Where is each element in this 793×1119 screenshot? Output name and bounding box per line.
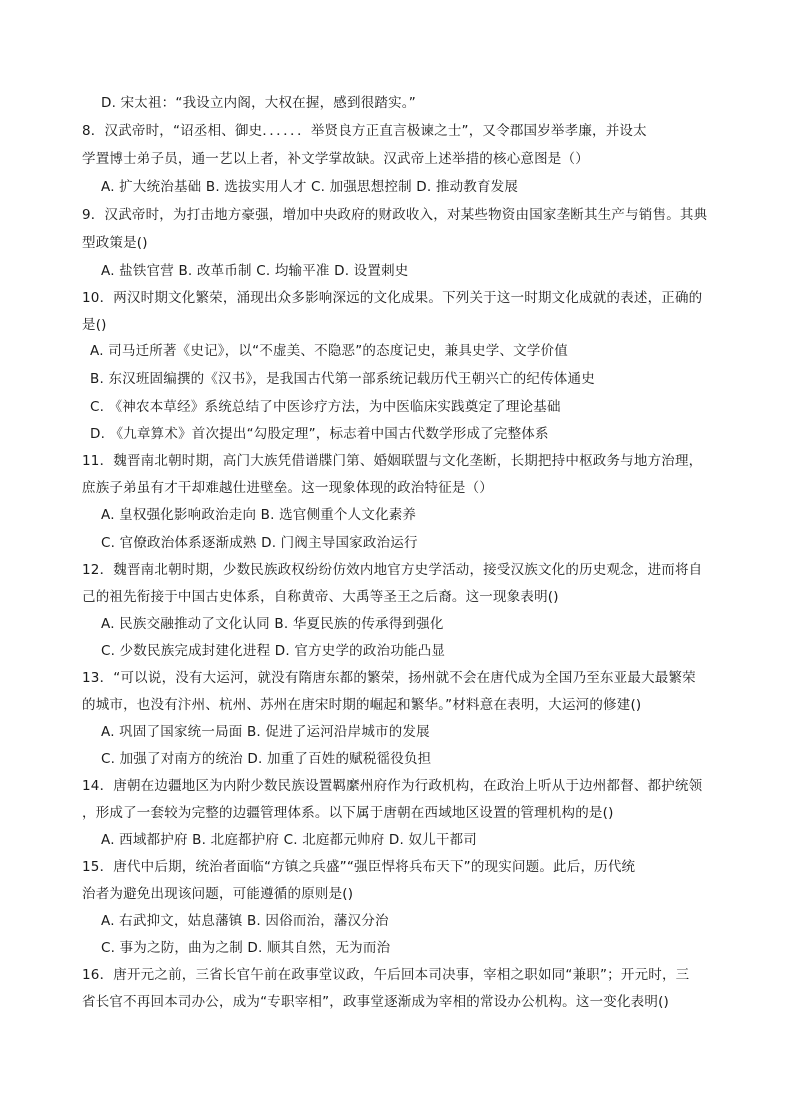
- question-12-line-1: 12．魏晋南北朝时期，少数民族政权纷纷仿效内地官方史学活动，接受汉族文化的历史观念，进而将自: [82, 562, 703, 578]
- question-14-line-2: ，形成了一套较为完整的边疆管理体系。以下属于唐朝在西域地区设置的管理机构的是(): [82, 805, 614, 821]
- question-13-line-2: 的城市，也没有汴州、杭州、苏州在唐宋时期的崛起和繁华。”材料意在表明，大运河的修建(): [82, 697, 642, 713]
- question-16-line-1: 16．唐开元之前，三省长官午前在政事堂议政，午后回本司决事，宰相之职如同“兼职”；开元时，三: [82, 967, 690, 983]
- question-15-line-1: 15．唐代中后期，统治者面临“方镇之兵盛”“强臣悍将兵布天下”的现实问题。此后，历代统: [82, 859, 636, 875]
- question-12-line-2: 己的祖先衔接于中国古史体系，自称黄帝、大禹等圣王之后裔。这一现象表明(): [82, 589, 559, 605]
- question-13-options-ab: A. 巩固了国家统一局面 B. 促进了运河沿岸城市的发展: [101, 724, 430, 740]
- question-14-options: A. 西域都护府 B. 北庭都护府 C. 北庭都元帅府 D. 奴儿干都司: [101, 832, 477, 848]
- question-15-options-ab: A. 右武抑文，姑息藩镇 B. 因俗而治，藩汉分治: [101, 913, 389, 929]
- question-10-option-c: C. 《神农本草经》系统总结了中医诊疗方法，为中医临床实践奠定了理论基础: [90, 399, 561, 415]
- question-10-option-b: B. 东汉班固编撰的《汉书》，是我国古代第一部系统记载历代王朝兴亡的纪传体通史: [90, 371, 595, 387]
- question-16-line-2: 省长官不再回本司办公，成为“专职宰相”，政事堂逐渐成为宰相的常设办公机构。这一变化表明(): [82, 994, 670, 1010]
- question-10-line-2: 是(): [82, 317, 107, 333]
- question-11-options-ab: A. 皇权强化影响政治走向 B. 选官侧重个人文化素养: [101, 507, 417, 523]
- question-11-line-2: 庶族子弟虽有才干却难越仕进壁垒。这一现象体现的政治特征是（）: [82, 480, 493, 496]
- question-13-line-1: 13．“可以说，没有大运河，就没有隋唐东都的繁荣，扬州就不会在唐代成为全国乃至东亚最大最繁荣: [82, 670, 696, 686]
- question-10-option-d: D. 《九章算术》首次提出“勾股定理”，标志着中国古代数学形成了完整体系: [90, 426, 549, 442]
- question-8-line-2: 学置博士弟子员，通一艺以上者，补文学掌故缺。汉武帝上述举措的核心意图是（）: [82, 151, 589, 167]
- question-15-line-2: 治者为避免出现该问题，可能遵循的原则是(): [82, 886, 354, 902]
- question-8-line-1: 8．汉武帝时，“诏丞相、御史．．．．．．举贤良方正直言极谏之士”，又令郡国岁举孝廉，并设太: [82, 123, 647, 139]
- question-11-line-1: 11．魏晋南北朝时期，高门大族凭借谱牒门第、婚姻联盟与文化垄断，长期把持中枢政务与地方治理，: [82, 453, 703, 469]
- question-8-options: A. 扩大统治基础 B. 选拔实用人才 C. 加强思想控制 D. 推动教育发展: [101, 179, 519, 195]
- question-9-line-2: 型政策是(): [82, 235, 148, 251]
- question-9-options: A. 盐铁官营 B. 改革币制 C. 均输平准 D. 设置刺史: [101, 263, 409, 279]
- question-10-option-a: A. 司马迁所著《史记》，以“不虚美、不隐恶”的态度记史，兼具史学、文学价值: [90, 343, 568, 359]
- question-9-line-1: 9．汉武帝时，为打击地方豪强，增加中央政府的财政收入，对某些物资由国家垄断其生产与销售。其典: [82, 207, 708, 223]
- question-11-options-cd: C. 官僚政治体系逐渐成熟 D. 门阀主导国家政治运行: [101, 535, 418, 551]
- question-14-line-1: 14．唐朝在边疆地区为内附少数民族设置羁縻州府作为行政机构，在政治上听从于边州都督、都护统领: [82, 778, 703, 794]
- question-12-options-ab: A. 民族交融推动了文化认同 B. 华夏民族的传承得到强化: [101, 616, 444, 632]
- question-12-options-cd: C. 少数民族完成封建化进程 D. 官方史学的政治功能凸显: [101, 643, 446, 659]
- question-10-line-1: 10．两汉时期文化繁荣，涌现出众多影响深远的文化成果。下列关于这一时期文化成就的表述，正确的: [82, 290, 703, 306]
- question-15-options-cd: C. 事为之防，曲为之制 D. 顺其自然，无为而治: [101, 940, 391, 956]
- question-13-options-cd: C. 加强了对南方的统治 D. 加重了百姓的赋税徭役负担: [101, 751, 432, 767]
- option-d-q7: D. 宋太祖：“我设立内阁，大权在握，感到很踏实。”: [101, 95, 416, 111]
